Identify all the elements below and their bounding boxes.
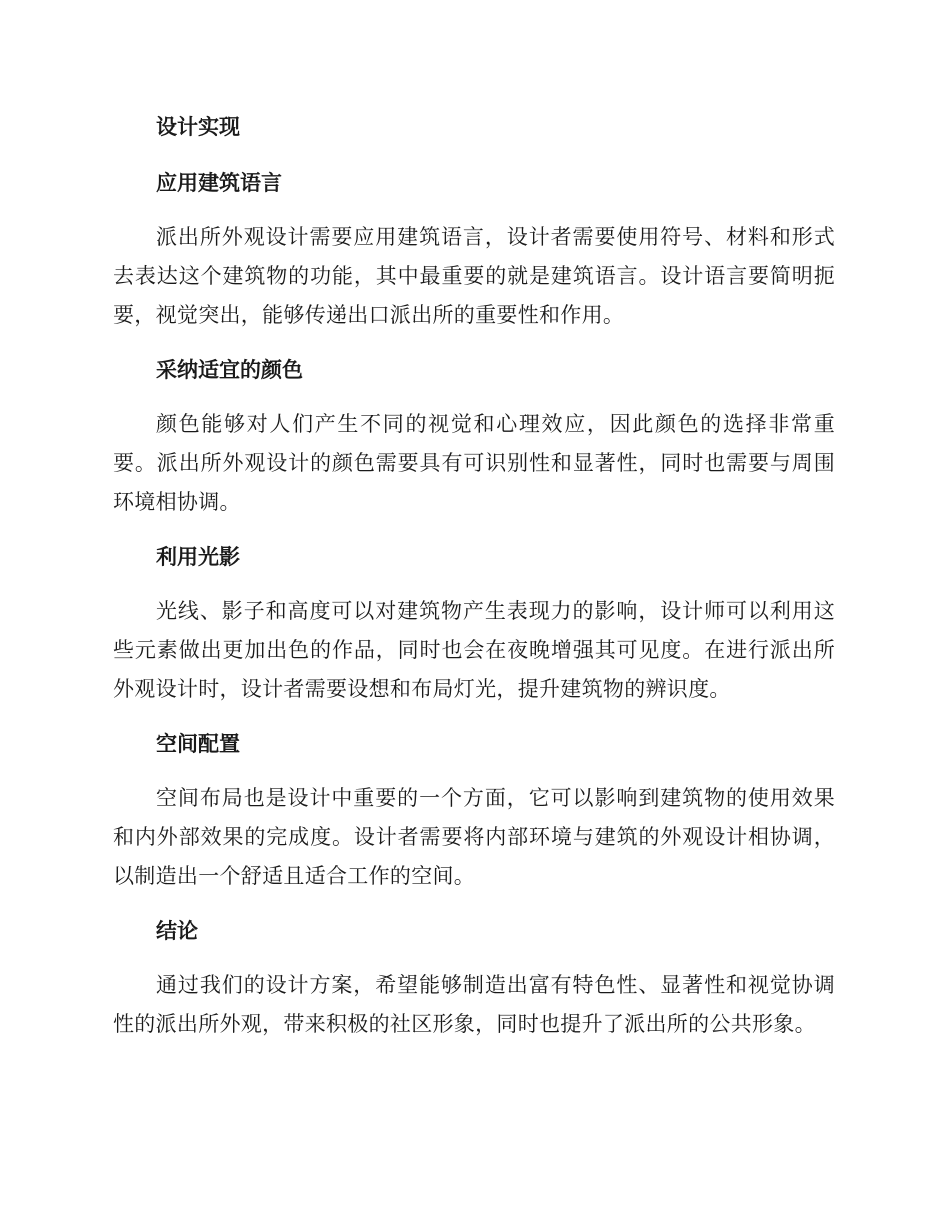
section-heading-conclusion: 结论 bbox=[156, 919, 198, 943]
paragraph-light-shadow: 光线、影子和高度可以对建筑物产生表现力的影响，设计师可以利用这些元素做出更加出色的作品，同时也会在夜晚增强其可见度。在进行派出所外观设计时，设计者需要设想和布局灯光，提升建筑物的辨识度。 bbox=[113, 599, 835, 701]
section-heading-colors: 采纳适宜的颜色 bbox=[156, 358, 303, 382]
section-heading-space-configuration: 空间配置 bbox=[156, 732, 240, 756]
paragraph-conclusion: 通过我们的设计方案，希望能够制造出富有特色性、显著性和视觉协调性的派出所外观，带来积极的社区形象，同时也提升了派出所的公共形象。 bbox=[113, 973, 835, 1036]
section-heading-light-shadow: 利用光影 bbox=[156, 545, 240, 569]
document-page bbox=[113, 106, 835, 1058]
section-heading-design-implementation: 设计实现 bbox=[156, 115, 240, 139]
paragraph-colors: 颜色能够对人们产生不同的视觉和心理效应，因此颜色的选择非常重要。派出所外观设计的颜色需要具有可识别性和显著性，同时也需要与周围环境相协调。 bbox=[113, 412, 835, 514]
paragraph-space-configuration: 空间布局也是设计中重要的一个方面，它可以影响到建筑物的使用效果和内外部效果的完成度。设计者需要将内部环境与建筑的外观设计相协调，以制造出一个舒适且适合工作的空间。 bbox=[113, 786, 835, 888]
paragraph-architectural-language: 派出所外观设计需要应用建筑语言，设计者需要使用符号、材料和形式去表达这个建筑物的功能，其中最重要的就是建筑语言。设计语言要简明扼要，视觉突出，能够传递出口派出所的重要性和作用。 bbox=[113, 225, 835, 327]
section-heading-architectural-language: 应用建筑语言 bbox=[156, 171, 282, 195]
